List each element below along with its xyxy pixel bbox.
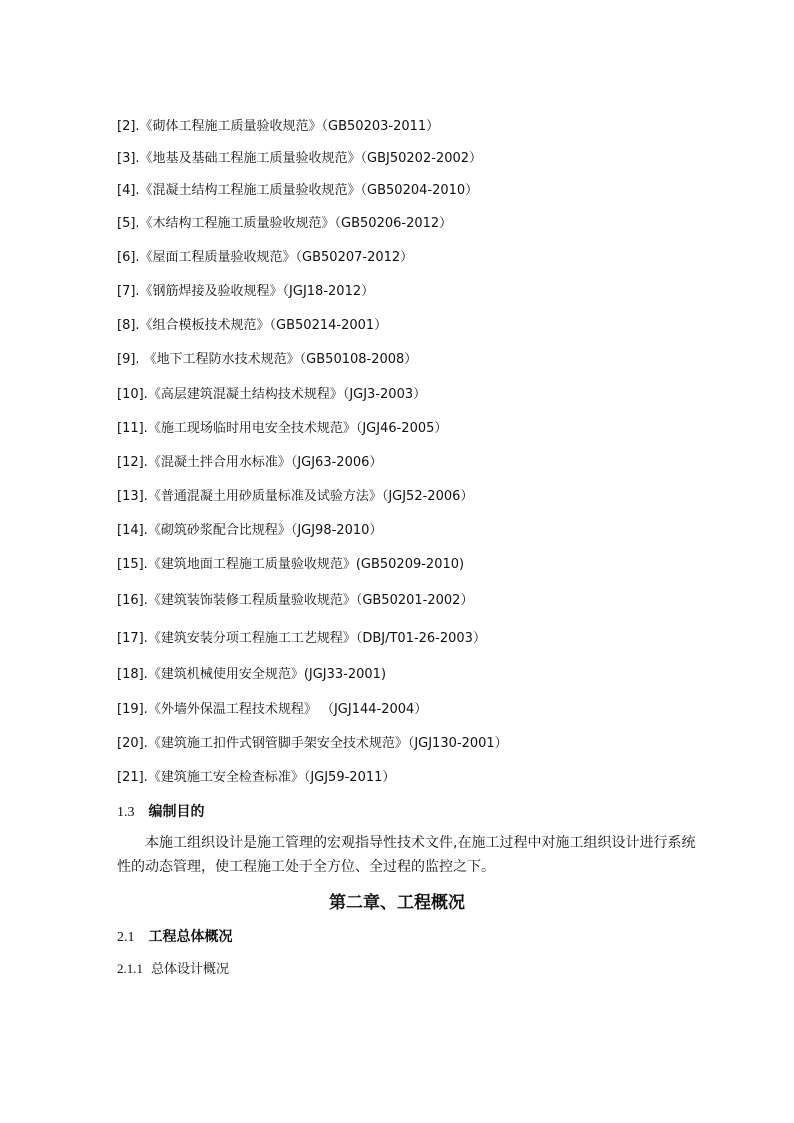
- section-heading-2-1: [117, 926, 233, 946]
- reference-item: [5].《木结构工程施工质量验收规范》（GB50206-2012）: [117, 216, 453, 231]
- reference-item: [4].《混凝土结构工程施工质量验收规范》（GB50204-2010）: [117, 183, 479, 198]
- subsection-heading-2-1-1: [117, 958, 229, 977]
- reference-item: [9]. 《地下工程防水技术规范》（GB50108-2008）: [117, 352, 418, 367]
- reference-item: [2].《砌体工程施工质量验收规范》（GB50203-2011）: [117, 119, 440, 134]
- reference-item: [7].《钢筋焊接及验收规程》（JGJ18-2012）: [117, 284, 375, 299]
- reference-item: [11].《施工现场临时用电安全技术规范》（JGJ46-2005）: [117, 421, 448, 436]
- reference-item: [8].《组合模板技术规范》（GB50214-2001）: [117, 318, 388, 333]
- subsection-title: 总体设计概况: [151, 962, 230, 977]
- reference-item: [3].《地基及基础工程施工质量验收规范》（GBJ50202-2002）: [117, 151, 483, 166]
- body-paragraph: 本施工组织设计是施工管理的宏观指导性技术文件,在施工过程中对施工组织设计进行系统性的动态管理，使工程施工处于全方位、全过程的监控之下。: [117, 835, 696, 875]
- subsection-number: 2.1.1: [117, 961, 143, 976]
- reference-item: [21].《建筑施工安全检查标准》（JGJ59-2011）: [117, 770, 396, 785]
- reference-item: [14].《砌筑砂浆配合比规程》（JGJ98-2010）: [117, 523, 383, 538]
- reference-item: [10].《高层建筑混凝土结构技术规程》（JGJ3-2003）: [117, 387, 427, 402]
- reference-item: [19].《外墙外保温工程技术规程》 （JGJ144-2004）: [117, 702, 428, 717]
- reference-item: [17].《建筑安装分项工程施工工艺规程》（DBJ/T01-26-2003）: [117, 631, 486, 646]
- section-number: 1.3: [117, 805, 135, 820]
- section-title: 编制目的: [148, 804, 205, 820]
- reference-item: [6].《屋面工程质量验收规范》（GB50207-2012）: [117, 250, 414, 265]
- chapter-title: 第二章、工程概况: [329, 893, 465, 913]
- reference-item: [15].《建筑地面工程施工质量验收规范》(GB50209-2010): [117, 557, 465, 572]
- reference-item: [18].《建筑机械使用安全规范》(JGJ33-2001): [117, 667, 387, 682]
- reference-item: [20].《建筑施工扣件式钢管脚手架安全技术规范》（JGJ130-2001）: [117, 736, 508, 751]
- reference-item: [12].《混凝土拌合用水标准》（JGJ63-2006）: [117, 455, 383, 470]
- reference-item: [16].《建筑装饰装修工程质量验收规范》（GB50201-2002）: [117, 593, 474, 608]
- section-heading-1-3: [117, 801, 205, 821]
- section-number: 2.1: [117, 930, 135, 945]
- reference-item: [13].《普通混凝土用砂质量标准及试验方法》（JGJ52-2006）: [117, 489, 474, 504]
- section-title: 工程总体概况: [148, 929, 233, 945]
